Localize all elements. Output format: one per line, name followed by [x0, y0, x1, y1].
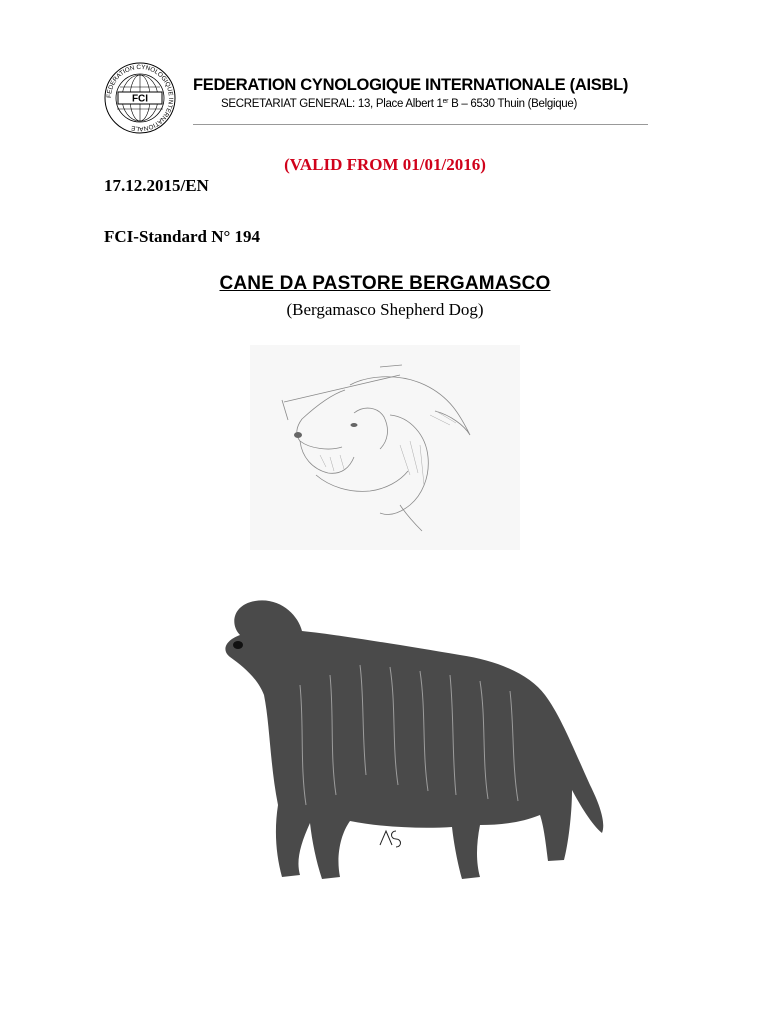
address-superscript: er [442, 98, 449, 105]
organization-address [221, 98, 641, 110]
standard-number: FCI-Standard N° 194 [104, 227, 261, 246]
organization-name: FEDERATION CYNOLOGIQUE INTERNATIONALE (AISBL) [193, 76, 629, 94]
breed-subtitle: (Bergamasco Shepherd Dog) [286, 300, 484, 319]
address-line-end: B – 6530 Thuin (Belgique) [448, 98, 578, 110]
dog-head-illustration [250, 345, 520, 550]
address-line: SECRETARIAT GENERAL: 13, Place Albert 1 [221, 98, 443, 110]
valid-from-notice: (VALID FROM 01/01/2016) [284, 155, 486, 174]
header-divider [193, 124, 648, 125]
breed-title: CANE DA PASTORE BERGAMASCO [219, 273, 551, 294]
fci-logo [104, 62, 176, 134]
dog-illustration [200, 595, 610, 890]
document-date: 17.12.2015/EN [104, 176, 209, 195]
logo-text: FCI [131, 93, 149, 105]
logo-ring-text: FEDERATION CYNOLOGIQUE INTERNATIONALE [105, 63, 175, 133]
